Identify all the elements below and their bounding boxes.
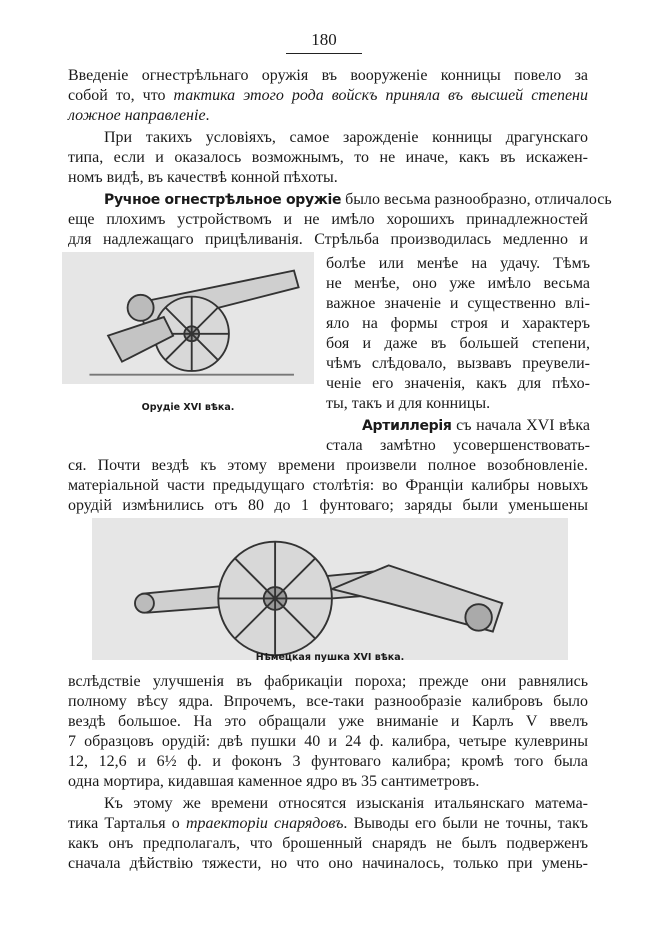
text-segment: 7 образцовъ орудій: двѣ пушки 40 и 24 ф. калибра, четыре кулеврины bbox=[68, 733, 588, 750]
text-line bbox=[326, 374, 590, 394]
text-segment: одна мортира, кидавшая каменное ядро въ 35 сантиметровъ. bbox=[68, 773, 480, 790]
figure-german-cannon-illustration bbox=[92, 518, 568, 660]
text-line bbox=[68, 496, 588, 516]
bold-term: Артиллерія bbox=[362, 418, 452, 434]
figure-caption: Нѣмецкая пушка XVI вѣка. bbox=[255, 652, 405, 663]
text-line bbox=[68, 814, 588, 834]
text-segment: еще плохимъ устройствомъ и не имѣло хорошихъ принадлежностей bbox=[68, 211, 588, 228]
text-line bbox=[68, 752, 588, 772]
text-line bbox=[68, 772, 588, 792]
text-line bbox=[68, 456, 588, 476]
text-segment: орудій измѣнились отъ 80 до 1 фунтоваго; заряды были уменьшены bbox=[68, 497, 588, 514]
text-segment: для надлежащаго прицѣливанія. Стрѣльба производилась медленно и bbox=[68, 231, 588, 248]
text-line bbox=[326, 254, 590, 274]
text-line bbox=[68, 168, 588, 188]
text-segment: стала замѣтно усовершенствовать- bbox=[326, 437, 590, 454]
text-segment: важное значеніе и существенно влі- bbox=[326, 295, 590, 312]
text-line bbox=[68, 190, 612, 210]
bold-term: Ручное огнестрѣльное оружіе bbox=[104, 192, 342, 208]
text-line bbox=[68, 794, 588, 814]
text-line bbox=[68, 106, 588, 126]
text-line bbox=[68, 210, 588, 230]
text-segment: съ начала XVI вѣка bbox=[451, 417, 590, 434]
figure-caption: Орудіе XVI вѣка. bbox=[141, 402, 235, 413]
page-number-rule bbox=[286, 53, 362, 54]
cannon-drawing bbox=[62, 252, 314, 384]
text-segment: было весьма разнообразно, отличалось bbox=[341, 191, 612, 208]
italic-text: тактика этого рода войскъ приняла въ высшей степени bbox=[173, 87, 588, 104]
text-segment: При такихъ условіяхъ, самое зарожденіе конницы драгунскаго bbox=[104, 129, 588, 146]
text-segment: не менѣе, оно уже имѣло весьма bbox=[326, 275, 590, 292]
text-segment: болѣе или менѣе на удачу. Тѣмъ bbox=[326, 255, 590, 272]
text-line bbox=[326, 274, 590, 294]
italic-text: ложное направленіе bbox=[68, 107, 206, 124]
text-segment: сначала дѣйствію тяжести, но что оно начиналось, только при умень- bbox=[68, 855, 588, 872]
text-line bbox=[68, 66, 588, 86]
text-line bbox=[326, 436, 590, 456]
text-line bbox=[68, 148, 588, 168]
text-segment: Введеніе огнестрѣльнаго оружія въ вооруженіе конницы повело за bbox=[68, 67, 588, 84]
text-line bbox=[326, 294, 590, 314]
text-line bbox=[326, 314, 590, 334]
text-segment: полному вѣсу ядра. Впрочемъ, все-таки разнообразіе калибровъ было bbox=[68, 693, 588, 710]
text-line bbox=[68, 712, 588, 732]
text-line bbox=[326, 334, 590, 354]
text-line bbox=[68, 128, 588, 148]
text-line bbox=[68, 732, 588, 752]
text-segment: . bbox=[205, 107, 210, 124]
text-segment: ся. Почти вездѣ къ этому времени произвели полное возобновленіе. bbox=[68, 457, 588, 474]
text-segment: тика Тарталья о bbox=[68, 815, 186, 832]
text-line bbox=[68, 854, 588, 874]
text-segment: Къ этому же времени относятся изысканія итальянскаго матема- bbox=[104, 795, 588, 812]
text-segment: вслѣдствіе улучшенія въ фабрикаціи пороха; прежде они равнялись bbox=[68, 673, 588, 690]
text-line bbox=[326, 354, 590, 374]
text-segment: ты, такъ и для конницы. bbox=[326, 395, 491, 412]
text-segment: вездѣ большое. На это обращали уже вниманіе и Карлъ V ввелъ bbox=[68, 713, 588, 730]
text-segment: чѣмъ слѣдовало, вызвавъ преувели- bbox=[326, 355, 590, 372]
text-line bbox=[326, 416, 590, 436]
text-segment: боя и даже въ большей степени, bbox=[326, 335, 590, 352]
text-line bbox=[68, 86, 588, 106]
text-segment: ченіе его значенія, какъ для пѣхо- bbox=[326, 375, 590, 392]
italic-text: траекторіи снарядовъ bbox=[185, 815, 344, 832]
text-line bbox=[68, 834, 588, 854]
text-segment: типа, если и оказалось возможнымъ, то не иначе, какъ въ искажен- bbox=[68, 149, 588, 166]
text-segment: номъ видѣ, въ качествѣ конной пѣхоты. bbox=[68, 169, 338, 186]
text-segment: яло на формы строя и характеръ bbox=[326, 315, 590, 332]
figure-cannon-illustration bbox=[62, 252, 314, 384]
text-line bbox=[68, 692, 588, 712]
text-line bbox=[68, 672, 588, 692]
page-number: 180 bbox=[311, 30, 337, 49]
text-segment: собой то, что bbox=[68, 87, 174, 104]
text-segment: какъ онъ предполагалъ, что брошенный снарядъ не былъ подверженъ bbox=[68, 835, 588, 852]
text-segment: матеріальной части предыдущаго столѣтія: во Франціи калибры новыхъ bbox=[68, 477, 588, 494]
text-segment: . Выводы его были не точны, такъ bbox=[343, 815, 588, 832]
text-line bbox=[326, 394, 590, 414]
cannon-drawing bbox=[92, 518, 568, 660]
text-segment: 12, 12,6 и 6½ ф. и фоконъ 3 фунтоваго калибра; кромѣ того была bbox=[68, 753, 588, 770]
text-line bbox=[68, 476, 588, 496]
text-line bbox=[68, 230, 588, 250]
